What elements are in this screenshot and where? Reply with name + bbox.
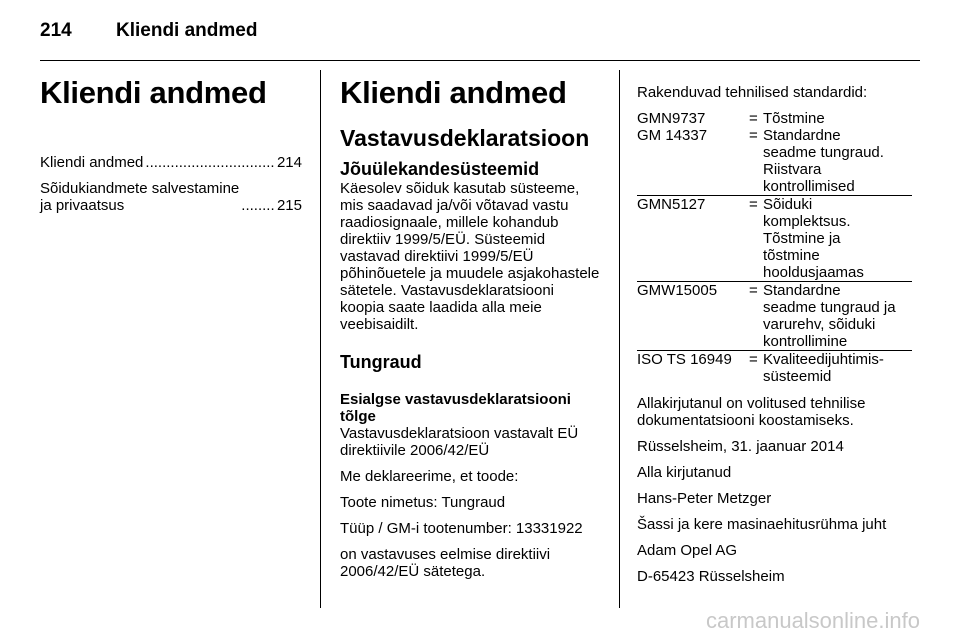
standard-eq: = [749, 282, 758, 299]
standard-row [637, 127, 927, 195]
paragraph: Adam Opel AG [637, 542, 738, 559]
column-divider [320, 70, 321, 608]
page-header [40, 20, 257, 42]
paragraph: Vastavusdeklaratsioon vastavalt EÜ direktiivile 2006/42/EÜ [340, 425, 579, 459]
paragraph: Alla kirjutanud [637, 464, 732, 481]
toc-column [40, 70, 302, 223]
standard-eq: = [749, 127, 758, 144]
standard-code: GMW15005 [637, 282, 718, 299]
chapter-title: Kliendi andmed [340, 75, 567, 110]
toc-entry-text: Kliendi andmed [40, 154, 144, 171]
paragraph: Toote nimetus: Tungraud [340, 494, 506, 511]
toc-entry[interactable] [40, 180, 302, 214]
toc-title: Kliendi andmed [40, 75, 267, 110]
standard-row [637, 282, 927, 350]
standard-code: ISO TS 16949 [637, 351, 732, 368]
header-title: Kliendi andmed [116, 20, 258, 41]
standard-row [637, 196, 927, 281]
header-rule [40, 60, 920, 61]
toc-dots [145, 154, 275, 171]
standard-code: GMN5127 [637, 196, 706, 213]
paragraph: D-65423 Rüsselsheim [637, 568, 785, 585]
standard-eq: = [749, 351, 758, 368]
standards-title: Rakenduvad tehnilised standardid: [637, 84, 868, 101]
paragraph: Tüüp / GM-i tootenumber: 13331922 [340, 520, 583, 537]
paragraph: on vastavuses eelmise direktiivi 2006/42/EÜ sätetega. [340, 546, 551, 580]
section-heading: Vastavusdeklaratsioon [340, 125, 590, 151]
toc-list [40, 154, 302, 214]
toc-entry-page: 214 [276, 154, 302, 171]
content-column-3 [637, 70, 927, 594]
standard-desc: Standardne seadme tungraud ja varurehv, sõiduki kontrollimine [763, 282, 896, 350]
standard-code: GMN9737 [637, 110, 706, 127]
paragraph: Käesolev sõiduk kasutab süsteeme, mis saadavad ja/või võtavad vastu raadiosignaale, millele kohandub direktiiv 1999/5/EÜ. Süsteemid vastavad direktiivi 1999/5/EÜ põhinõuetele ja muudele asjakohastele sätetele. Vastavusdeklaratsiooni koopia saate laadida alla meie veebisaidilt. [340, 180, 600, 333]
standard-desc: Sõiduki komplektsus. Tõstmine ja tõstmine hooldusjaamas [763, 196, 864, 281]
standard-desc: Tõstmine [763, 110, 825, 127]
toc-entry-text: Sõidukiandmete salvestamine ja privaatsus [40, 180, 240, 214]
toc-entry-page: 215 [276, 197, 302, 214]
standards-table [637, 110, 927, 385]
standard-eq: = [749, 110, 758, 127]
watermark: carmanualsonline.info [705, 608, 920, 633]
paragraph: Me deklareerime, et toode: [340, 468, 519, 485]
standard-eq: = [749, 196, 758, 213]
paragraph: Allakirjutanul on volitused tehnilise dokumentatsiooni koostamiseks. [637, 395, 866, 429]
paragraph: Rüsselsheim, 31. jaanuar 2014 [637, 438, 844, 455]
paragraph: Hans-Peter Metzger [637, 490, 772, 507]
standard-row [637, 110, 927, 127]
page-number: 214 [40, 20, 72, 41]
toc-entry[interactable] [40, 154, 302, 171]
standard-row [637, 351, 927, 385]
standard-desc: Kvaliteedijuhtimis- süsteemid [763, 351, 884, 385]
paragraph: Šassi ja kere masinaehitusrühma juht [637, 516, 887, 533]
minor-heading: Esialgse vastavusdeklaratsiooni tõlge [340, 391, 571, 425]
column-divider [619, 70, 620, 608]
standard-code: GM 14337 [637, 127, 708, 144]
subsection-heading: Jõuülekandesüsteemid [340, 159, 540, 179]
standard-desc: Standardne seadme tungraud. Riistvara kontrollimised [763, 127, 884, 195]
toc-dots [241, 197, 275, 214]
subsection-heading: Tungraud [340, 352, 422, 372]
content-column-2 [340, 70, 602, 589]
